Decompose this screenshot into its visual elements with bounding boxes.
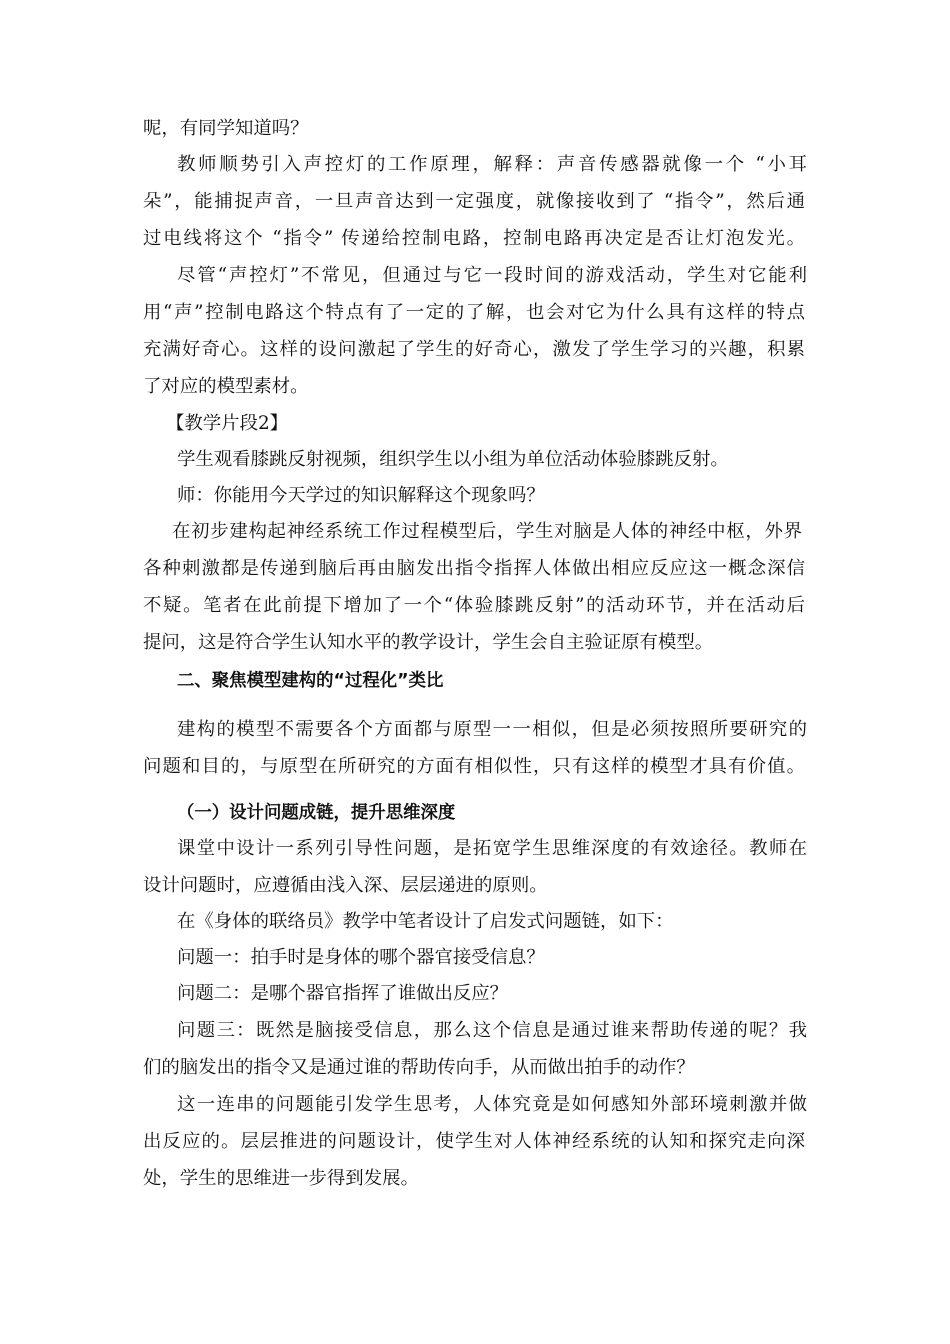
text-line: 课堂中设计一系列引导性问题，是拓宽学生思维深度的有效途径。教师在: [177, 838, 807, 859]
text-line: 问题和目的，与原型在所研究的方面有相似性，只有这样的模型才具有价值。: [143, 756, 805, 777]
text-line: 这一连串的问题能引发学生思考，人体究竟是如何感知外部环境刺激并做: [177, 1094, 807, 1115]
text-line: 教师顺势引入声控灯的工作原理，解释：声音传感器就像一个 “小耳: [177, 154, 807, 175]
text-line: 充满好奇心。这样的设问激起了学生的好奇心，激发了学生学习的兴趣，积累: [143, 339, 805, 360]
text-line: 过电线将这个 “指令” 传递给控制电路，控制电路再决定是否让灯泡发光。: [143, 228, 805, 249]
question-line: 问题二：是哪个器官指挥了谁做出反应？: [177, 983, 509, 1004]
text-line: 提问，这是符合学生认知水平的教学设计，学生会自主验证原有模型。: [143, 632, 714, 653]
text-line: 在初步建构起神经系统工作过程模型后，学生对脑是人体的神经中枢，外界: [172, 521, 802, 542]
subsection-heading: （一）设计问题成链，提升思维深度: [177, 803, 456, 823]
text-line: 们的脑发出的指令又是通过谁的帮助传向手，从而做出拍手的动作？: [143, 1057, 695, 1078]
section-heading: 二、聚焦模型建构的“过程化”类比: [177, 671, 444, 691]
text-line: 朵”，能捕捉声音，一旦声音达到一定强度，就像接收到了 “指令”，然后通: [143, 191, 805, 212]
text-line: 师：你能用今天学过的知识解释这个现象吗？: [177, 485, 545, 506]
text-line: 在《身体的联络员》教学中笔者设计了启发式问题链，如下：: [177, 911, 674, 932]
text-line: 学生观看膝跳反射视频，组织学生以小组为单位活动体验膝跳反射。: [177, 449, 729, 470]
question-line: 问题三：既然是脑接受信息，那么这个信息是通过谁来帮助传递的呢？我: [177, 1020, 807, 1041]
text-line: 不疑。笔者在此前提下增加了一个“体验膝跳反射”的活动环节，并在活动后: [143, 595, 805, 616]
section-label: 【教学片段2】: [166, 413, 289, 434]
text-line: 处，学生的思维进一步得到发展。: [143, 1168, 419, 1189]
text-line: 出反应的。层层推进的问题设计，使学生对人体神经系统的认知和探究走向深: [143, 1131, 805, 1152]
text-line: 呢，有同学知道吗？: [143, 118, 309, 139]
text-line: 各种刺激都是传递到脑后再由脑发出指令指挥人体做出相应反应这一概念深信: [143, 558, 805, 579]
question-line: 问题一：拍手时是身体的哪个器官接受信息？: [177, 947, 545, 968]
text-line: 尽管“声控灯”不常见，但通过与它一段时间的游戏活动，学生对它能利: [177, 265, 807, 286]
text-line: 设计问题时，应遵循由浅入深、层层递进的原则。: [143, 875, 548, 896]
text-line: 用“声”控制电路这个特点有了一定的了解，也会对它为什么具有这样的特点: [143, 302, 805, 323]
text-line: 建构的模型不需要各个方面都与原型一一相似，但是必须按照所要研究的: [177, 719, 807, 740]
text-line: 了对应的模型素材。: [143, 376, 309, 397]
